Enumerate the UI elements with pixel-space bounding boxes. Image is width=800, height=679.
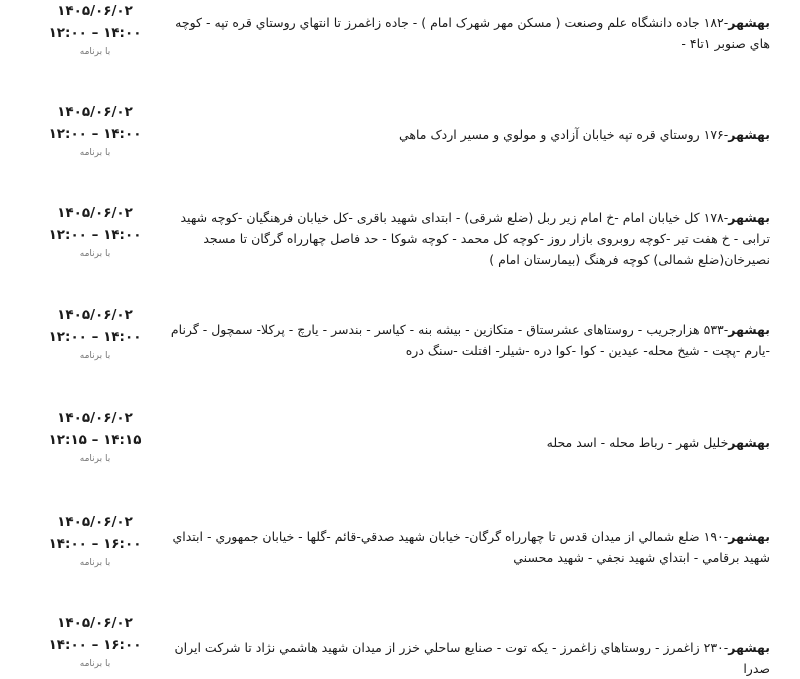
city-name: بهشهر — [728, 435, 770, 450]
outage-date: ۱۴۰۵/۰۶/۰۲ — [57, 410, 133, 426]
schedule-label: با برنامه — [79, 659, 111, 669]
outage-row — [0, 514, 800, 584]
outage-date: ۱۴۰۵/۰۶/۰۲ — [57, 514, 133, 530]
outage-row — [0, 615, 800, 679]
outage-description — [165, 432, 770, 453]
outage-areas: -۱۹۰ ضلع شمالي از ميدان قدس تا چهارراه گرگان- خيابان شهيد صدقي-قائم -گلها - خيابان جمهوري - ابتداي شهيد برقامي - ابتداي شهيد نجفي - شهيد محسني — [172, 529, 770, 565]
outage-areas: خليل شهر - رباط محله - اسد محله — [546, 435, 729, 450]
city-name: بهشهر — [728, 210, 770, 225]
outage-row — [0, 410, 800, 480]
outage-description — [165, 12, 770, 54]
outage-row — [0, 104, 800, 174]
outage-areas: -۵۳۳ هزارجريب - روستاهای عشرستاق - متکازين - بيشه بنه - کياسر - بندسر - يارچ - پرکلا- سمچول - گرنام -يارم -پچت - شيخ محله- عيدين - کوا -کوا دره -شيلر- افتلت -سنگ دره — [170, 322, 770, 358]
outage-description — [165, 124, 770, 145]
city-name: بهشهر — [728, 529, 770, 544]
outage-description — [165, 526, 770, 568]
outage-time: ۱۲:۰۰ – ۱۴:۰۰ — [48, 329, 142, 345]
outage-row — [0, 0, 800, 70]
outage-description — [165, 637, 770, 679]
outage-time: ۱۴:۰۰ – ۱۶:۰۰ — [48, 536, 142, 552]
outage-date: ۱۴۰۵/۰۶/۰۲ — [57, 205, 133, 221]
outage-description — [165, 207, 770, 270]
outage-description — [165, 319, 770, 361]
city-name: بهشهر — [728, 15, 770, 30]
outage-areas: -۱۷۸ کل خيابان امام -خ امام زير ربل (ضلع شرقی) - ابتدای شهيد باقری -کل خيابان فرهنگيان -کوچه شهيد ترابی - خ هفت تير -کوچه روبروی بازار روز -کوچه کل محمد - کوچه شوکا - حد فاصل چهارراه گرگان تا مسجد نصيرخان(ضلع شمالی) کوچه فرهنگ (بيمارستان امام ) — [180, 210, 770, 267]
schedule-label: با برنامه — [79, 558, 111, 568]
schedule-label: با برنامه — [79, 454, 111, 464]
outage-time: ۱۲:۱۵ – ۱۴:۱۵ — [48, 432, 142, 448]
outage-time: ۱۲:۰۰ – ۱۴:۰۰ — [48, 227, 142, 243]
outage-date: ۱۴۰۵/۰۶/۰۲ — [57, 307, 133, 323]
outage-time: ۱۲:۰۰ – ۱۴:۰۰ — [48, 126, 142, 142]
schedule-label: با برنامه — [79, 351, 111, 361]
outage-time: ۱۴:۰۰ – ۱۶:۰۰ — [48, 637, 142, 653]
outage-row — [0, 205, 800, 285]
outage-time: ۱۲:۰۰ – ۱۴:۰۰ — [48, 25, 142, 41]
city-name: بهشهر — [728, 127, 770, 142]
outage-areas: -۱۷۶ روستاي قره تپه خيابان آزادي و مولوي و مسير اردک ماهي — [398, 127, 729, 142]
outage-areas: -۱۸۲ جاده دانشگاه علم وصنعت ( مسکن مهر شهرک امام ) - جاده زاغمرز تا انتهاي روستاي قره تپه - کوچه هاي صنوبر ۱تا۴ - — [175, 15, 770, 51]
outage-date: ۱۴۰۵/۰۶/۰۲ — [57, 104, 133, 120]
schedule-label: با برنامه — [79, 148, 111, 158]
outage-areas: -۲۳۰ زاغمرز - روستاهاي زاغمرز - يکه توت - صنايع ساحلي خزر از ميدان شهيد هاشمي نژاد تا شرکت ايران صدرا — [174, 640, 770, 676]
city-name: بهشهر — [728, 640, 770, 655]
schedule-label: با برنامه — [79, 249, 111, 259]
outage-date: ۱۴۰۵/۰۶/۰۲ — [57, 3, 133, 19]
outage-row — [0, 307, 800, 377]
schedule-label: با برنامه — [79, 47, 111, 57]
outage-date: ۱۴۰۵/۰۶/۰۲ — [57, 615, 133, 631]
city-name: بهشهر — [728, 322, 770, 337]
